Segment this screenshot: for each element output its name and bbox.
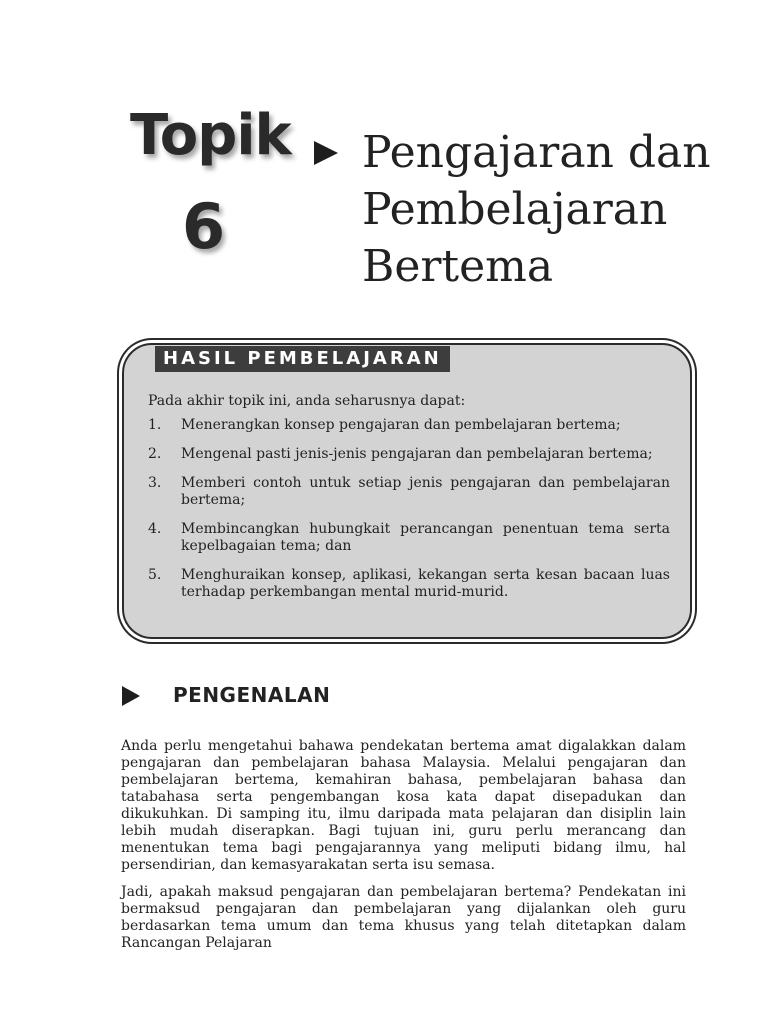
item-number: 5. (148, 567, 162, 583)
chapter-title-line: Bertema (362, 241, 554, 292)
item-text: Membincangkan hubungkait perancangan penentuan tema serta kepelbagaian tema; dan (181, 521, 670, 554)
list-item (148, 417, 670, 434)
chapter-title (362, 124, 762, 295)
learning-outcomes-header: HASIL PEMBELAJARAN (155, 346, 450, 372)
list-item (148, 567, 670, 601)
item-text: Memberi contoh untuk setiap jenis pengajaran dan pembelajaran bertema; (181, 475, 670, 508)
item-number: 3. (148, 475, 162, 491)
item-text: Mengenal pasti jenis-jenis pengajaran dan pembelajaran bertema; (181, 446, 653, 462)
body-paragraph: Jadi, apakah maksud pengajaran dan pembelajaran bertema? Pendekatan ini bermaksud pengajaran dan pembelajaran yang dijalankan oleh guru berdasarkan tema umum dan tema khusus yang telah ditetapkan dalam Rancangan Pelajaran (121, 884, 686, 951)
section-title: PENGENALAN (173, 683, 331, 707)
learning-outcomes-intro: Pada akhir topik ini, anda seharusnya dapat: (148, 393, 466, 409)
chapter-title-line: Pengajaran dan (362, 127, 711, 178)
learning-outcomes-list (148, 417, 670, 613)
chapter-number: 6 (182, 190, 226, 263)
chapter-title-line: Pembelajaran (362, 184, 668, 235)
item-text: Menerangkan konsep pengajaran dan pembelajaran bertema; (181, 417, 621, 433)
item-text: Menghuraikan konsep, aplikasi, kekangan serta kesan bacaan luas terhadap perkembangan mental murid-murid. (181, 567, 670, 600)
item-number: 4. (148, 521, 162, 537)
item-number: 1. (148, 417, 162, 433)
item-number: 2. (148, 446, 162, 462)
section-arrow-icon (122, 686, 140, 706)
body-paragraph: Anda perlu mengetahui bahawa pendekatan bertema amat digalakkan dalam pengajaran dan pembelajaran bahasa Malaysia. Melalui pengajaran dan pembelajaran bertema, kemahiran bahasa, pembelajaran bahasa dan tatabahasa serta pengembangan kosa kata dapat disepadukan dan dikukuhkan. Di samping itu, ilmu daripada mata pelajaran dan disiplin lain lebih mudah diserapkan. Bagi tujuan ini, guru perlu merancang dan menentukan tema bagi pengajarannya yang meliputi bidang ilmu, hal persendirian, dan kemasyarakatan serta isu semasa. (121, 738, 686, 873)
list-item (148, 521, 670, 555)
list-item (148, 475, 670, 509)
title-arrow-icon (314, 141, 338, 165)
list-item (148, 446, 670, 463)
chapter-label: Topik (130, 103, 291, 168)
